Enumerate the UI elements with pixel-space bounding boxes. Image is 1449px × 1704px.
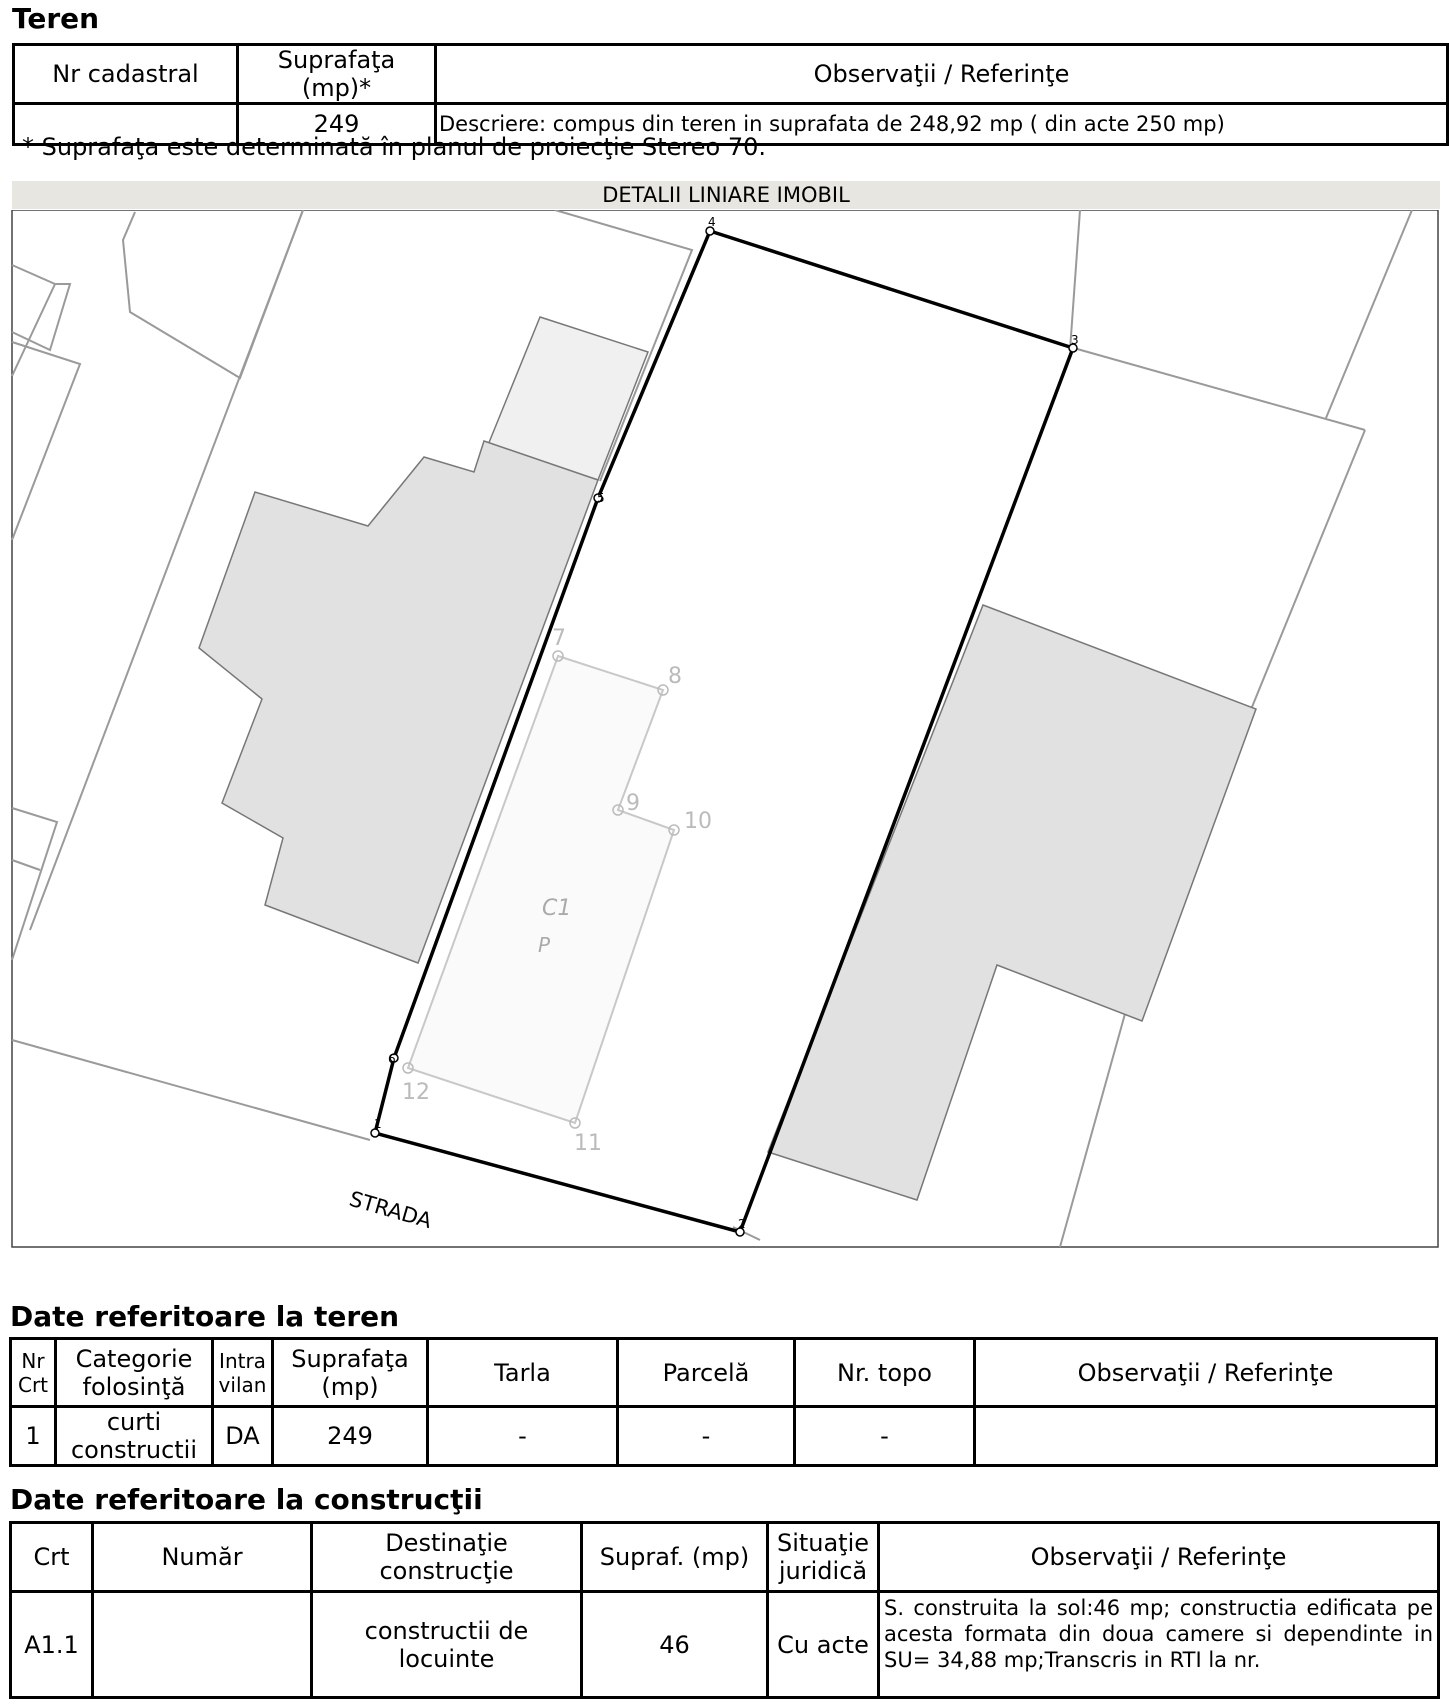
header-tarla: Tarla bbox=[428, 1339, 618, 1407]
point-label-3: 3 bbox=[1071, 333, 1079, 347]
header-suprafata-teren: Suprafaţa (mp) bbox=[273, 1339, 428, 1407]
map-header: DETALII LINIARE IMOBIL bbox=[12, 181, 1440, 209]
cell-observatii: Descriere: compus din teren in suprafata de 248,92 mp ( din acte 250 mp) bbox=[436, 104, 1448, 145]
projection-note: * Suprafaţa este determinată în planul de proiecţie Stereo 70. bbox=[22, 133, 767, 161]
cell-destinatie: constructii de locuinte bbox=[312, 1592, 582, 1698]
header-nr-cadastral: Nr cadastral bbox=[14, 45, 238, 104]
cell-nr-topo: - bbox=[795, 1407, 975, 1466]
building-label: C1 bbox=[542, 896, 572, 921]
street-label: STRADA bbox=[346, 1186, 435, 1234]
header-intravilan: Intra vilan bbox=[213, 1339, 273, 1407]
header-numar: Număr bbox=[93, 1523, 312, 1592]
point-label-10: 10 bbox=[684, 809, 712, 834]
cell-categorie: curti constructii bbox=[56, 1407, 213, 1466]
header-crt: Crt bbox=[11, 1523, 93, 1592]
header-supraf: Supraf. (mp) bbox=[582, 1523, 768, 1592]
header-observatii: Observaţii / Referinţe bbox=[436, 45, 1448, 104]
cell-supraf: 46 bbox=[582, 1592, 768, 1698]
cell-observatii-constructii: S. construita la sol:46 mp; constructia edificata pe acesta formata din doua camere si dependinte in SU= 34,88 mp;Transcris in RTI la nr. bbox=[879, 1592, 1439, 1698]
point-label-2: 2 bbox=[738, 1217, 746, 1231]
cell-nr-crt: 1 bbox=[11, 1407, 56, 1466]
section-title-teren: Teren bbox=[12, 2, 100, 35]
cell-parcela: - bbox=[618, 1407, 795, 1466]
header-nr-crt: Nr Crt bbox=[11, 1339, 56, 1407]
cell-numar bbox=[93, 1592, 312, 1698]
header-situatie: Situaţie juridică bbox=[768, 1523, 879, 1592]
point-label-4: 4 bbox=[708, 215, 716, 229]
point-label-8: 8 bbox=[668, 664, 682, 689]
cell-observatii-teren bbox=[975, 1407, 1437, 1466]
cell-crt: A1.1 bbox=[11, 1592, 93, 1698]
cell-situatie: Cu acte bbox=[768, 1592, 879, 1698]
point-label-6: 6 bbox=[388, 1052, 396, 1066]
cell-intravilan: DA bbox=[213, 1407, 273, 1466]
point-label-9: 9 bbox=[626, 791, 640, 816]
header-suprafata: Suprafaţa (mp)* bbox=[238, 45, 436, 104]
point-label-12: 12 bbox=[402, 1080, 430, 1105]
point-label-7: 7 bbox=[552, 626, 566, 651]
cadastral-map bbox=[9, 210, 1440, 1250]
section-title-date-constructii: Date referitoare la construcţii bbox=[10, 1483, 483, 1516]
cell-suprafata: 249 bbox=[238, 104, 436, 145]
level-label: P bbox=[538, 933, 551, 957]
header-categorie: Categorie folosinţă bbox=[56, 1339, 213, 1407]
header-nr-topo: Nr. topo bbox=[795, 1339, 975, 1407]
point-label-1: 1 bbox=[374, 1117, 382, 1131]
header-destinatie: Destinaţie construcţie bbox=[312, 1523, 582, 1592]
point-label-11: 11 bbox=[574, 1131, 602, 1156]
point-label-5: 5 bbox=[597, 491, 605, 505]
cell-tarla: - bbox=[428, 1407, 618, 1466]
date-teren-table bbox=[9, 1337, 1438, 1467]
header-observatii-teren: Observaţii / Referinţe bbox=[975, 1339, 1437, 1407]
header-parcela: Parcelă bbox=[618, 1339, 795, 1407]
date-constructii-table bbox=[9, 1521, 1440, 1699]
section-title-date-teren: Date referitoare la teren bbox=[10, 1300, 400, 1333]
teren-table bbox=[12, 43, 1449, 146]
header-observatii-constructii: Observaţii / Referinţe bbox=[879, 1523, 1439, 1592]
cell-suprafata-teren: 249 bbox=[273, 1407, 428, 1466]
